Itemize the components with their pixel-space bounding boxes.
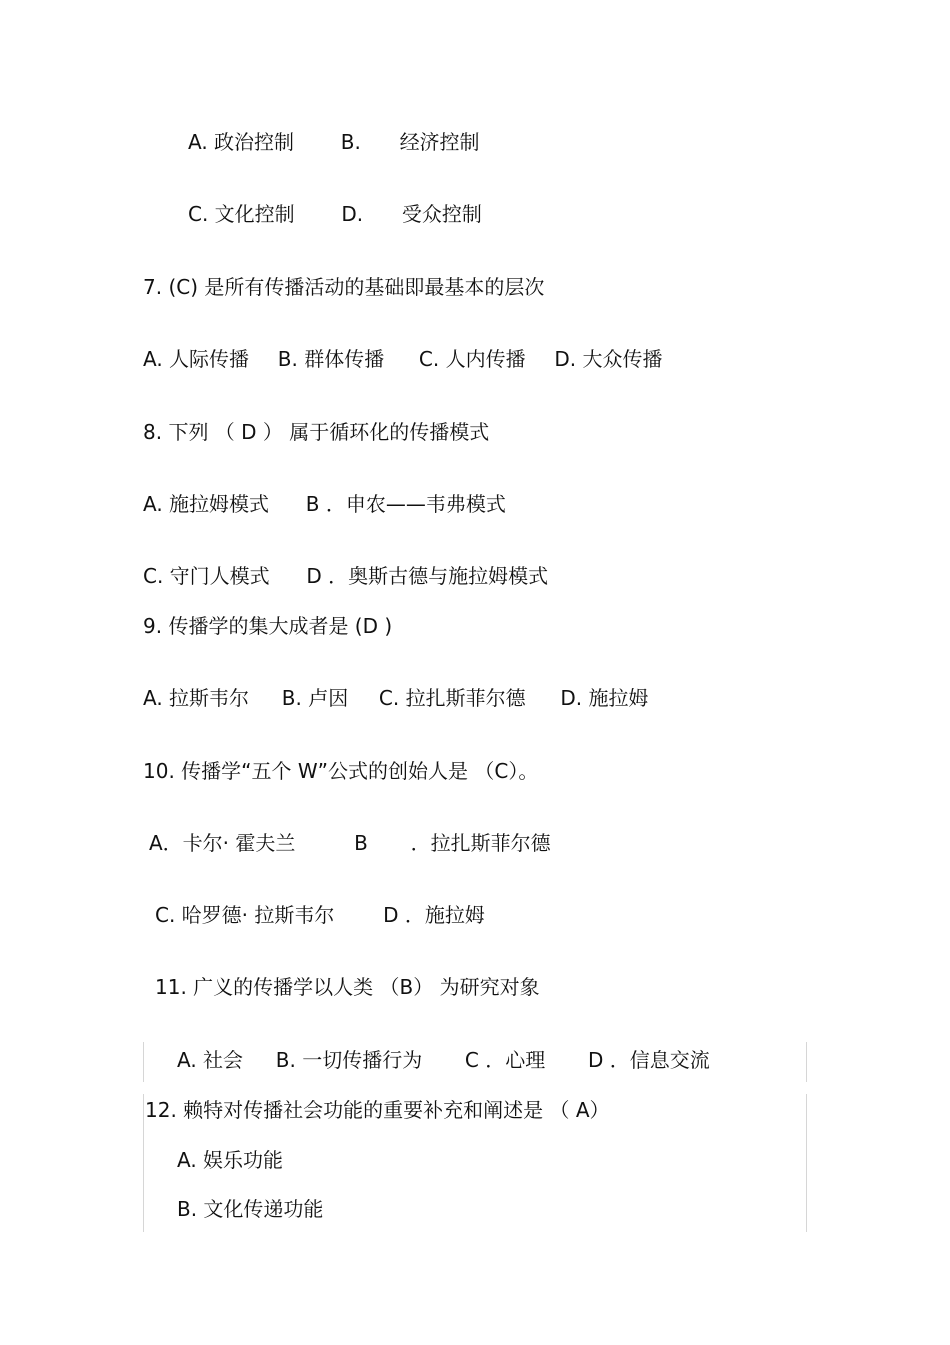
q7-stem: 7. (C) 是所有传播活动的基础即最基本的层次 (143, 275, 545, 299)
q9-option-d: D. 施拉姆 (560, 686, 649, 710)
q10-option-b-label: B (354, 831, 368, 855)
q6-option-a: A. 政治控制 (188, 130, 295, 154)
q11-options (177, 1048, 710, 1072)
q12-option-a: A. 娱乐功能 (177, 1148, 284, 1172)
q10-stem: 10. 传播学“五个 W”公式的创始人是 （C）。 (143, 759, 539, 783)
q12-option-b: B. 文化传递功能 (177, 1197, 324, 1221)
q9-option-b: B. 卢因 (281, 686, 349, 710)
q9-options (143, 686, 648, 710)
q8-option-d: D ．奥斯古德与施拉姆模式 (306, 564, 549, 588)
table-border-right-1 (806, 1042, 807, 1082)
q10-options-line-1 (149, 831, 551, 855)
q8-option-a: A. 施拉姆模式 (143, 492, 270, 516)
q6-option-c: C. 文化控制 (188, 202, 295, 226)
q6-option-d-label: D. (341, 202, 364, 226)
q11-option-d: D ．信息交流 (587, 1048, 710, 1072)
q8-stem: 8. 下列 （ D ） 属于循环化的传播模式 (143, 420, 490, 444)
q10-option-a: A．卡尔· 霍夫兰 (149, 831, 296, 855)
table-border-left-1 (143, 1042, 144, 1082)
q11-option-a: A. 社会 (177, 1048, 244, 1072)
q9-option-a: A. 拉斯韦尔 (143, 686, 250, 710)
q9-stem: 9. 传播学的集大成者是 (D ) (143, 614, 393, 638)
table-border-left-2 (143, 1094, 144, 1232)
q8-options-line-2 (143, 564, 548, 588)
q8-options-line-1 (143, 492, 506, 516)
q11-option-c: C ．心理 (464, 1048, 546, 1072)
q8-option-c: C. 守门人模式 (143, 564, 270, 588)
q11-option-b: B. 一切传播行为 (275, 1048, 423, 1072)
q6-option-b-label: B. (340, 130, 361, 154)
q11-stem: 11. 广义的传播学以人类 （B） 为研究对象 (155, 975, 540, 999)
q6-option-d-text: 受众控制 (401, 202, 482, 226)
q9-option-c: C. 拉扎斯菲尔德 (378, 686, 526, 710)
table-border-right-2 (806, 1094, 807, 1232)
q7-option-a: A. 人际传播 (143, 347, 250, 371)
q10-option-b-text: ．拉扎斯菲尔德 (410, 831, 551, 855)
q10-options-line-2 (155, 903, 485, 927)
q10-option-c: C. 哈罗德· 拉斯韦尔 (155, 903, 335, 927)
q6-options-line-1 (188, 130, 480, 154)
q7-option-b: B. 群体传播 (277, 347, 385, 371)
q6-option-b-text: 经济控制 (399, 130, 480, 154)
q7-options (143, 347, 662, 371)
q6-options-line-2 (188, 202, 482, 226)
q7-option-c: C. 人内传播 (418, 347, 526, 371)
q10-option-d: D ．施拉姆 (383, 903, 485, 927)
q8-option-b: B ．申农——韦弗模式 (305, 492, 506, 516)
q12-stem: 12. 赖特对传播社会功能的重要补充和阐述是 （ A） (145, 1098, 610, 1122)
q7-option-d: D. 大众传播 (554, 347, 663, 371)
